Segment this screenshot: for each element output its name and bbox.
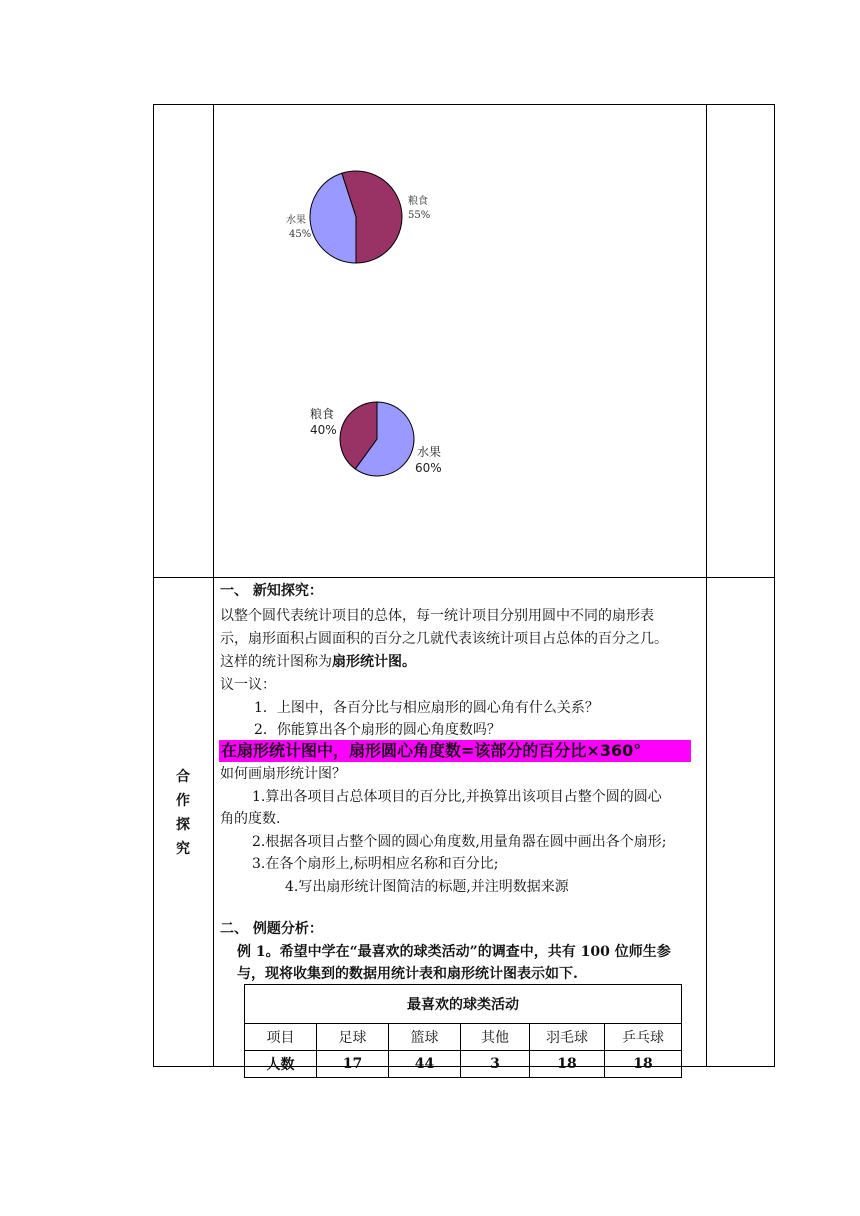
- side-label-3: 探: [176, 817, 190, 833]
- table-header-cell: 乒乓球: [605, 1024, 682, 1051]
- table-cell: 18: [530, 1051, 605, 1078]
- step-1-line1: 1.算出各项目占总体项目的百分比,并换算出该项目占整个圆的圆心: [252, 789, 662, 805]
- pie-chart-1: [270, 165, 450, 275]
- pie1-label-food: 粮食: [408, 196, 428, 207]
- table-header-row: [245, 1024, 682, 1051]
- pie2-percent-fruit: 60%: [415, 461, 442, 475]
- table-data-row: [245, 1051, 682, 1078]
- table-cell: 3: [461, 1051, 530, 1078]
- step-2: 2.根据各项目占整个圆的圆心角度数,用量角器在圆中画出各个扇形;: [252, 834, 667, 850]
- pie-chart-1-slices: [310, 171, 402, 263]
- table-cell: 44: [389, 1051, 461, 1078]
- pie-chart-2: [300, 398, 460, 488]
- table-border-right: [774, 104, 775, 1067]
- pie-chart-2-slices: [340, 402, 414, 476]
- table-cell: 18: [605, 1051, 682, 1078]
- table-header-cell: 篮球: [389, 1024, 461, 1051]
- highlight-formula: 在扇形统计图中，扇形圆心角度数=该部分的百分比×360°: [219, 740, 691, 762]
- table-row-label: 人数: [245, 1051, 317, 1078]
- table-title-row: [245, 985, 682, 1024]
- step-3: 3.在各个扇形上,标明相应名称和百分比;: [252, 856, 499, 872]
- table-border-mid: [153, 577, 775, 578]
- discuss-label: 议一议：: [220, 677, 276, 693]
- step-4: 4.写出扇形统计图简洁的标题,并注明数据来源: [285, 879, 569, 895]
- pie2-percent-food: 40%: [310, 423, 337, 437]
- pie1-label-fruit: 水果: [286, 215, 306, 226]
- section2-heading: 二、 例题分析：: [220, 921, 323, 937]
- pie2-label-food: 粮食: [310, 407, 335, 421]
- pie1-percent-fruit: 45%: [289, 229, 312, 240]
- table-header-cell: 其他: [461, 1024, 530, 1051]
- table-divider-1: [213, 104, 214, 1067]
- section1-term-bold: 扇形统计图。: [332, 654, 416, 670]
- pie1-percent-food: 55%: [408, 210, 431, 221]
- table-header-cell: 足球: [317, 1024, 389, 1051]
- table-border-left: [153, 104, 154, 1067]
- table-header-cell: 羽毛球: [530, 1024, 605, 1051]
- question-2: 2．你能算出各个扇形的圆心角度数吗？: [254, 722, 501, 738]
- stats-table: [244, 984, 682, 1078]
- table-border-top: [153, 104, 775, 105]
- pie2-label-fruit: 水果: [417, 445, 442, 459]
- question-1: 1．上图中，各百分比与相应扇形的圆心角有什么关系？: [254, 700, 599, 716]
- section1-para-line3: [220, 651, 416, 673]
- table-title: 最喜欢的球类活动: [245, 985, 682, 1024]
- section1-para-line1: 以整个圆代表统计项目的总体，每一统计项目分别用圆中不同的扇形表: [220, 608, 654, 624]
- section1-para-line2: 示，扇形面积占圆面积的百分之几就代表该统计项目占总体的百分之几。: [220, 631, 668, 647]
- section1-para-line3-prefix: 这样的统计图称为: [220, 654, 332, 670]
- table-header-cell: 项目: [245, 1024, 317, 1051]
- section1-heading: 一、 新知探究：: [220, 583, 323, 599]
- step-1-line2: 角的度数.: [220, 811, 281, 827]
- example-line2: 与，现将收集到的数据用统计表和扇形统计图表示如下.: [237, 966, 578, 982]
- side-label-1: 合: [176, 769, 190, 785]
- example-line1: 例 1。希望中学在“最喜欢的球类活动”的调查中，共有 100 位师生参: [237, 944, 671, 960]
- table-divider-2: [706, 104, 707, 1067]
- table-cell: 17: [317, 1051, 389, 1078]
- side-label-4: 究: [176, 841, 190, 857]
- how-to-heading: 如何画扇形统计图？: [220, 766, 346, 782]
- side-label-2: 作: [176, 793, 190, 809]
